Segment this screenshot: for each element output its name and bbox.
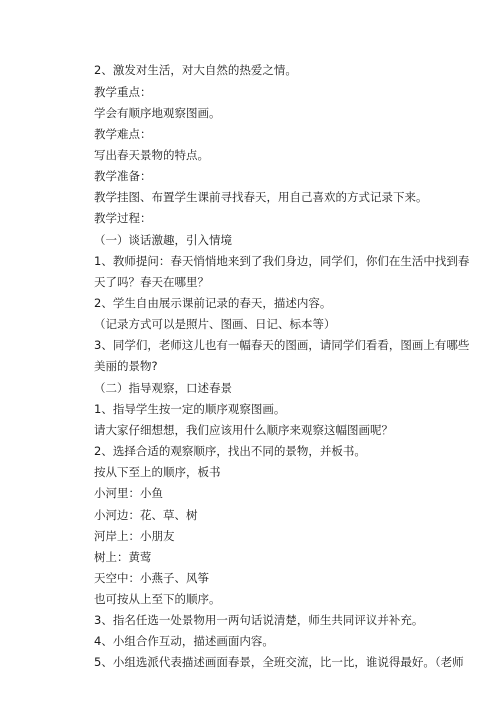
text-line: 教学挂图、布置学生课前寻找春天，用自己喜欢的方式记录下来。 bbox=[94, 190, 428, 204]
text-line: 天了吗？春天在哪里？ bbox=[94, 275, 209, 289]
text-line: 美丽的景物? bbox=[94, 359, 158, 373]
text-line: （记录方式可以是照片、图画、日记、标本等） bbox=[94, 317, 336, 331]
list-item: 小河边：花、草、树 bbox=[94, 508, 198, 522]
subsection-heading: （二）指导观察，口述春景 bbox=[94, 381, 232, 395]
text-line: 4、小组合作互动，描述画面内容。 bbox=[94, 634, 274, 648]
list-item: 树上：黄莺 bbox=[94, 550, 152, 564]
text-line: 按从下至上的顺序，板书 bbox=[94, 465, 221, 479]
text-line: 2、学生自由展示课前记录的春天，描述内容。 bbox=[94, 296, 332, 310]
subsection-heading: （一）谈话激趣，引入情境 bbox=[94, 233, 232, 247]
section-heading: 教学难点： bbox=[94, 127, 152, 141]
text-line: 学会有顺序地观察图画。 bbox=[94, 106, 221, 120]
section-heading: 教学过程： bbox=[94, 211, 152, 225]
text-line: 写出春天景物的特点。 bbox=[94, 148, 209, 162]
text-line: 3、指名任选一处景物用一两句话说清楚，师生共同评议并补充。 bbox=[94, 613, 424, 627]
text-line: 2、选择合适的观察顺序，找出不同的景物，并板书。 bbox=[94, 444, 366, 458]
text-line: 5、小组选派代表描述画面春景，全班交流，比一比，谁说得最好。（老师 bbox=[94, 655, 464, 669]
text-line: 1、指导学生按一定的顺序观察图画。 bbox=[94, 402, 286, 416]
text-line: 请大家仔细想想，我们应该用什么顺序来观察这幅图画呢？ bbox=[94, 423, 393, 437]
text-line: 1、教师提问：春天悄悄地来到了我们身边，同学们，你们在生活中找到春 bbox=[94, 254, 470, 268]
list-item: 河岸上：小朋友 bbox=[94, 529, 175, 543]
section-heading: 教学重点： bbox=[94, 85, 152, 99]
list-item: 天空中：小燕子、风筝 bbox=[94, 571, 209, 585]
text-line: 2、激发对生活，对大自然的热爱之情。 bbox=[94, 63, 297, 77]
section-heading: 教学准备： bbox=[94, 169, 152, 183]
text-line: 3、同学们，老师这儿也有一幅春天的图画，请同学们看看，图画上有哪些 bbox=[94, 338, 470, 352]
list-item: 小河里：小鱼 bbox=[94, 486, 163, 500]
text-line: 也可按从上至下的顺序。 bbox=[94, 592, 221, 606]
